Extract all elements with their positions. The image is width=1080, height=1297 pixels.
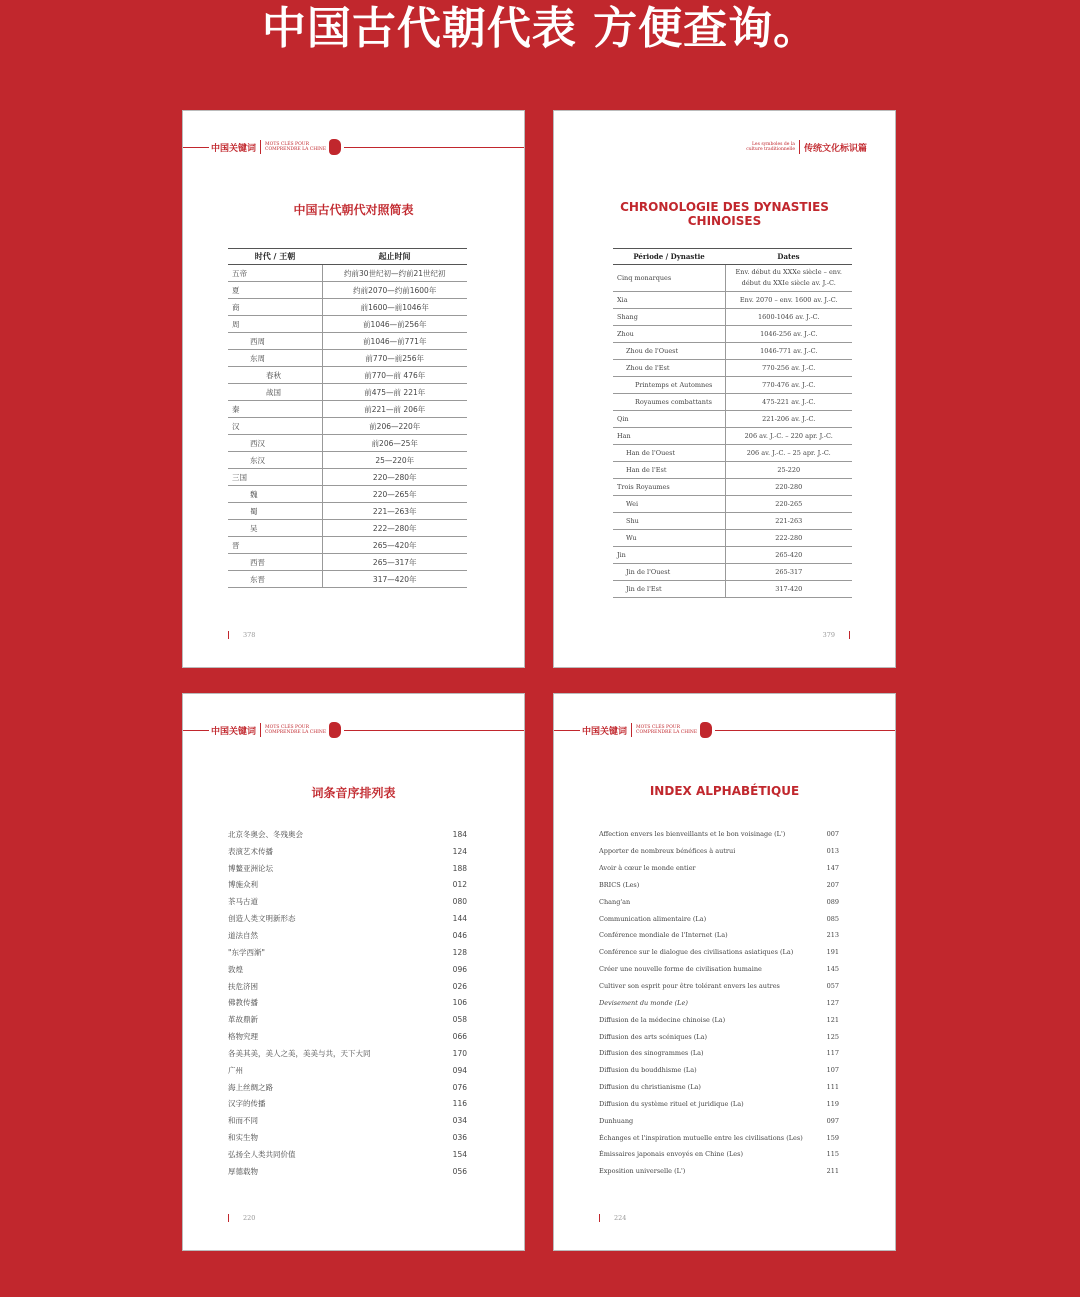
table-row [228, 520, 467, 537]
entry-page: 147 [826, 864, 839, 873]
dynasty-name: Han de l'Ouest [613, 445, 725, 462]
entry-page: 170 [452, 1048, 467, 1058]
entry-page: 184 [452, 829, 467, 839]
table-row [613, 377, 852, 394]
dynasty-dates: 770-256 av. J.-C. [725, 360, 852, 377]
dynasty-dates: 1046-771 av. J.-C. [725, 343, 852, 360]
dynasty-dates: 25-220 [725, 462, 852, 479]
list-item [228, 826, 467, 843]
running-header [746, 135, 867, 159]
header-divider [260, 140, 261, 154]
entry-title: Diffusion du bouddhisme (La) [599, 1066, 697, 1075]
header-fr-title: MOTS CLÉS POUR COMPRENDRE LA CHINE [265, 142, 327, 152]
entry-page: 085 [826, 914, 839, 923]
entry-page: 207 [826, 880, 839, 889]
dynasty-name: Jin [613, 547, 725, 564]
dynasty-name: 东晋 [228, 571, 322, 588]
list-item [599, 877, 839, 894]
entry-page: 012 [452, 880, 467, 890]
list-item [599, 893, 839, 910]
entry-title: 博施众利 [228, 880, 258, 890]
header-divider [631, 723, 632, 737]
entry-title: 海上丝绸之路 [228, 1082, 273, 1092]
dynasty-name: Zhou de l'Est [613, 360, 725, 377]
page-number: 224 [599, 1214, 626, 1222]
dynasty-dates: 前1046—前256年 [322, 316, 467, 333]
list-item [228, 860, 467, 877]
table-row [613, 411, 852, 428]
entry-page: 096 [452, 964, 467, 974]
entry-title: 厚德载物 [228, 1166, 258, 1176]
dynasty-dates: 265—420年 [322, 537, 467, 554]
dynasty-name: Wei [613, 496, 725, 513]
table-row [228, 299, 467, 316]
column-header: Période / Dynastie [613, 249, 725, 265]
table-row [228, 316, 467, 333]
entry-page: 159 [826, 1133, 839, 1142]
entry-title: 扶危济困 [228, 981, 258, 991]
list-item [599, 1045, 839, 1062]
running-header [183, 718, 524, 742]
table-row [228, 418, 467, 435]
table-row [228, 282, 467, 299]
list-item [228, 978, 467, 995]
table-row [613, 581, 852, 598]
dynasty-dates: 前1600—前1046年 [322, 299, 467, 316]
dynasty-name: 晋 [228, 537, 322, 554]
entry-title: 表演艺术传播 [228, 846, 273, 856]
dynasty-dates: 221-263 [725, 513, 852, 530]
dynasty-dates: 220-280 [725, 479, 852, 496]
entry-page: 213 [826, 931, 839, 940]
entry-title: 革故鼎新 [228, 1015, 258, 1025]
list-item [228, 1045, 467, 1062]
table-row [228, 452, 467, 469]
promo-banner-title: 中国古代朝代表 方便查询。 [261, 3, 819, 54]
entry-page: 097 [826, 1116, 839, 1125]
table-row [228, 503, 467, 520]
header-rule [344, 730, 524, 731]
list-item [228, 1146, 467, 1163]
column-header: Dates [725, 249, 852, 265]
table-row [228, 571, 467, 588]
book-page-220 [182, 693, 525, 1251]
header-divider [799, 140, 800, 154]
entry-title: Créer une nouvelle forme de civilisation humaine [599, 965, 762, 974]
entry-page: 007 [826, 830, 839, 839]
dynasty-dates: Env. 2070 – env. 1600 av. J.-C. [725, 292, 852, 309]
entry-page: 076 [452, 1082, 467, 1092]
page-number: 378 [228, 631, 255, 639]
entry-title: "东学西渐" [228, 947, 265, 957]
dynasty-name: Cinq monarques [613, 265, 725, 292]
dynasty-dates: 220—265年 [322, 486, 467, 503]
page-number-bar [849, 631, 850, 639]
entry-page: 106 [452, 998, 467, 1008]
entry-page: 058 [452, 1015, 467, 1025]
list-item [599, 1011, 839, 1028]
dynasty-dates: 317-420 [725, 581, 852, 598]
page-number-bar [599, 1214, 600, 1222]
list-item [599, 1129, 839, 1146]
dynasty-dates: 前206—220年 [322, 418, 467, 435]
dynasty-dates: 206 av. J.-C. – 25 apr. J.-C. [725, 445, 852, 462]
entry-page: 117 [826, 1049, 839, 1058]
list-item [228, 910, 467, 927]
table-row [613, 496, 852, 513]
dynasty-dates: 1600-1046 av. J.-C. [725, 309, 852, 326]
header-rule [715, 730, 895, 731]
entry-page: 145 [826, 965, 839, 974]
dynasty-name: 西周 [228, 333, 322, 350]
dynasty-dates: 265—317年 [322, 554, 467, 571]
entry-title: Échanges et l'inspiration mutuelle entre les civilisations (Les) [599, 1133, 803, 1142]
dynasty-name: 周 [228, 316, 322, 333]
table-row [228, 537, 467, 554]
table-row [228, 367, 467, 384]
entry-title: Diffusion des arts scéniques (La) [599, 1032, 708, 1041]
dynasty-name: Printemps et Automnes [613, 377, 725, 394]
dynasty-name: Royaumes combattants [613, 394, 725, 411]
table-row [613, 462, 852, 479]
dynasty-dates: 前770—前256年 [322, 350, 467, 367]
entry-title: Apporter de nombreux bénéfices à autrui [599, 847, 736, 856]
dynasty-name: Han [613, 428, 725, 445]
entry-title: Communication alimentaire (La) [599, 914, 707, 923]
dynasty-dates: 约前2070—约前1600年 [322, 282, 467, 299]
entry-title: 格物究理 [228, 1032, 258, 1042]
list-item [228, 843, 467, 860]
entry-title: Diffusion des sinogrammes (La) [599, 1049, 704, 1058]
table-row [228, 265, 467, 282]
table-row [613, 394, 852, 411]
header-rule [554, 730, 580, 731]
entry-page: 144 [452, 914, 467, 924]
dynasty-table-fr [613, 248, 852, 598]
list-item [228, 1028, 467, 1045]
dynasty-name: Qin [613, 411, 725, 428]
list-item [228, 1079, 467, 1096]
entry-page: 013 [826, 847, 839, 856]
dynasty-dates: 265-317 [725, 564, 852, 581]
entry-page: 125 [826, 1032, 839, 1041]
page-number: 220 [228, 1214, 255, 1222]
entry-page: 094 [452, 1065, 467, 1075]
table-row [613, 428, 852, 445]
list-item [599, 927, 839, 944]
dynasty-dates: 前770—前 476年 [322, 367, 467, 384]
page-number-bar [228, 1214, 229, 1222]
header-fr-title: MOTS CLÉS POUR COMPRENDRE LA CHINE [636, 725, 698, 735]
entry-title: 道法自然 [228, 930, 258, 940]
dynasty-name: 战国 [228, 384, 322, 401]
entry-title: Chang'an [599, 897, 631, 906]
dynasty-name: Xia [613, 292, 725, 309]
table-row [228, 333, 467, 350]
entry-title: BRICS (Les) [599, 880, 640, 889]
page-number-bar [228, 631, 229, 639]
dynasty-dates: 221-206 av. J.-C. [725, 411, 852, 428]
dynasty-name: 五帝 [228, 265, 322, 282]
table-row [228, 435, 467, 452]
list-item [599, 978, 839, 995]
entry-page: 115 [826, 1150, 839, 1159]
entry-title: Diffusion de la médecine chinoise (La) [599, 1015, 726, 1024]
book-page-378 [182, 110, 525, 668]
table-row [613, 326, 852, 343]
list-item [228, 961, 467, 978]
entry-page: 089 [826, 897, 839, 906]
dynasty-dates: 前475—前 221年 [322, 384, 467, 401]
header-fr-title: MOTS CLÉS POUR COMPRENDRE LA CHINE [265, 725, 327, 735]
table-row [613, 292, 852, 309]
page-title: 中国古代朝代对照简表 [293, 203, 414, 217]
header-cn-title: 中国关键词 [211, 726, 257, 737]
dynasty-dates: 770-476 av. J.-C. [725, 377, 852, 394]
dynasty-name: Zhou de l'Ouest [613, 343, 725, 360]
entry-title: 和而不同 [228, 1116, 258, 1126]
table-row [228, 401, 467, 418]
dynasty-name: 东汉 [228, 452, 322, 469]
entry-title: Exposition universelle (L') [599, 1167, 686, 1176]
header-divider [260, 723, 261, 737]
dynasty-name: 汉 [228, 418, 322, 435]
dynasty-name: 春秋 [228, 367, 322, 384]
dynasty-name: 蜀 [228, 503, 322, 520]
table-row [228, 350, 467, 367]
dynasty-dates: 220—280年 [322, 469, 467, 486]
dynasty-dates: 221—263年 [322, 503, 467, 520]
entry-page: 056 [452, 1166, 467, 1176]
dynasty-dates: Env. début du XXXe siècle – env. début du XXIe siècle av. J.-C. [725, 265, 852, 292]
entry-page: 154 [452, 1149, 467, 1159]
list-item [228, 1096, 467, 1113]
dynasty-dates: 前221—前 206年 [322, 401, 467, 418]
entry-page: 080 [452, 897, 467, 907]
column-header: 起止时间 [322, 249, 467, 265]
entry-page: 119 [826, 1099, 839, 1108]
entry-page: 111 [826, 1083, 839, 1092]
entry-page: 127 [826, 998, 839, 1007]
entry-title: Diffusion du christianisme (La) [599, 1083, 701, 1092]
list-item [599, 1079, 839, 1096]
dynasty-dates: 220-265 [725, 496, 852, 513]
list-item [228, 1112, 467, 1129]
dynasty-name: 商 [228, 299, 322, 316]
dynasty-name: 西汉 [228, 435, 322, 452]
list-item [599, 1163, 839, 1180]
dynasty-name: Wu [613, 530, 725, 547]
list-item [228, 927, 467, 944]
entry-title: Émissaires japonais envoyés en Chine (Les) [599, 1150, 744, 1159]
page-number: 379 [823, 631, 850, 639]
dynasty-name: Jin de l'Est [613, 581, 725, 598]
dynasty-dates: 206 av. J.-C. – 220 apr. J.-C. [725, 428, 852, 445]
entry-page: 057 [826, 982, 839, 991]
dynasty-name: 秦 [228, 401, 322, 418]
entry-title: 广州 [228, 1065, 243, 1075]
entry-title: 和实生物 [228, 1133, 258, 1143]
table-row [228, 486, 467, 503]
entry-page: 121 [826, 1015, 839, 1024]
list-item [599, 944, 839, 961]
table-row [613, 564, 852, 581]
entry-title: Devisement du monde (Le) [599, 998, 688, 1007]
list-item [599, 1062, 839, 1079]
seal-ornament-icon [329, 722, 341, 738]
dynasty-name: 吴 [228, 520, 322, 537]
table-row [613, 479, 852, 496]
entry-title: 创造人类文明新形态 [228, 914, 296, 924]
running-header [554, 718, 895, 742]
entry-title: Affection envers les bienveillants et le bon voisinage (L') [599, 830, 786, 839]
list-item [228, 1129, 467, 1146]
table-row [613, 309, 852, 326]
index-list-fr [599, 826, 839, 1180]
table-row [613, 530, 852, 547]
list-item [228, 994, 467, 1011]
entry-title: 敦煌 [228, 964, 243, 974]
dynasty-name: Shang [613, 309, 725, 326]
seal-ornament-icon [700, 722, 712, 738]
list-item [228, 1062, 467, 1079]
entry-title: Conférence sur le dialogue des civilisations asiatiques (La) [599, 948, 794, 957]
table-row [613, 265, 852, 292]
list-item [228, 1163, 467, 1180]
dynasty-dates: 前206—25年 [322, 435, 467, 452]
entry-page: 188 [452, 863, 467, 873]
table-row [613, 343, 852, 360]
list-item [228, 877, 467, 894]
list-item [599, 910, 839, 927]
dynasty-name: 西晋 [228, 554, 322, 571]
page-title: INDEX ALPHABÉTIQUE [649, 784, 800, 798]
entry-title: 茶马古道 [228, 897, 258, 907]
entry-title: 汉字的传播 [228, 1099, 266, 1109]
entry-title: Dunhuang [599, 1116, 634, 1125]
entry-page: 116 [452, 1099, 467, 1109]
dynasty-name: Han de l'Est [613, 462, 725, 479]
entry-title: 弘扬全人类共同价值 [228, 1149, 296, 1159]
table-row [613, 547, 852, 564]
dynasty-dates: 约前30世纪初—约前21世纪初 [322, 265, 467, 282]
entry-title: Conférence mondiale de l'Internet (La) [599, 931, 728, 940]
list-item [599, 843, 839, 860]
table-row [228, 554, 467, 571]
table-row [228, 469, 467, 486]
header-cn-title: 中国关键词 [211, 143, 257, 154]
entry-page: 026 [452, 981, 467, 991]
entry-page: 066 [452, 1032, 467, 1042]
dynasty-name: 夏 [228, 282, 322, 299]
dynasty-dates: 317—420年 [322, 571, 467, 588]
entry-page: 046 [452, 930, 467, 940]
entry-title: Cultiver son esprit pour être tolérant envers les autres [599, 982, 780, 991]
book-page-224 [553, 693, 896, 1251]
table-row [228, 384, 467, 401]
list-item [599, 860, 839, 877]
header-cn-title: 中国关键词 [582, 726, 628, 737]
entry-title: 佛教传播 [228, 998, 258, 1008]
dynasty-dates: 1046-256 av. J.-C. [725, 326, 852, 343]
column-header: 时代 / 王朝 [228, 249, 322, 265]
table-row [613, 445, 852, 462]
dynasty-table-cn [228, 248, 467, 588]
dynasty-name: 魏 [228, 486, 322, 503]
dynasty-dates: 222-280 [725, 530, 852, 547]
entry-page: 191 [826, 948, 839, 957]
table-row [613, 360, 852, 377]
header-cn-title: 传统文化标识篇 [803, 143, 867, 154]
entry-page: 107 [826, 1066, 839, 1075]
entry-title: 各美其美，美人之美，美美与共，天下大同 [228, 1048, 371, 1058]
dynasty-name: 三国 [228, 469, 322, 486]
page-title: 词条音序排列表 [311, 786, 396, 800]
list-item [599, 1112, 839, 1129]
header-rule [183, 147, 209, 148]
seal-ornament-icon [329, 139, 341, 155]
dynasty-dates: 265-420 [725, 547, 852, 564]
dynasty-dates: 25—220年 [322, 452, 467, 469]
page-title: CHRONOLOGIE DES DYNASTIES CHINOISES [620, 200, 829, 228]
list-item [599, 1096, 839, 1113]
header-rule [183, 730, 209, 731]
list-item [599, 994, 839, 1011]
dynasty-name: Jin de l'Ouest [613, 564, 725, 581]
entry-title: Avoir à cœur le monde entier [599, 864, 696, 873]
dynasty-name: Trois Royaumes [613, 479, 725, 496]
list-item [599, 826, 839, 843]
list-item [599, 1028, 839, 1045]
book-page-379 [553, 110, 896, 668]
list-item [228, 893, 467, 910]
dynasty-dates: 222—280年 [322, 520, 467, 537]
dynasty-name: 东周 [228, 350, 322, 367]
header-rule [344, 147, 524, 148]
entry-page: 128 [452, 947, 467, 957]
list-item [599, 1146, 839, 1163]
running-header [183, 135, 524, 159]
dynasty-dates: 前1046—前771年 [322, 333, 467, 350]
list-item [228, 1011, 467, 1028]
entry-title: Diffusion du système rituel et juridique (La) [599, 1099, 744, 1108]
entry-page: 124 [452, 846, 467, 856]
entry-page: 211 [826, 1167, 839, 1176]
index-list-cn [228, 826, 467, 1180]
header-fr-title: Les symboles de la culture traditionnelle [746, 142, 795, 152]
table-row [613, 513, 852, 530]
dynasty-name: Zhou [613, 326, 725, 343]
entry-page: 034 [452, 1116, 467, 1126]
entry-page: 036 [452, 1133, 467, 1143]
list-item [599, 961, 839, 978]
entry-title: 博鳌亚洲论坛 [228, 863, 273, 873]
dynasty-dates: 475-221 av. J.-C. [725, 394, 852, 411]
entry-title: 北京冬奥会、冬残奥会 [228, 829, 303, 839]
list-item [228, 944, 467, 961]
dynasty-name: Shu [613, 513, 725, 530]
